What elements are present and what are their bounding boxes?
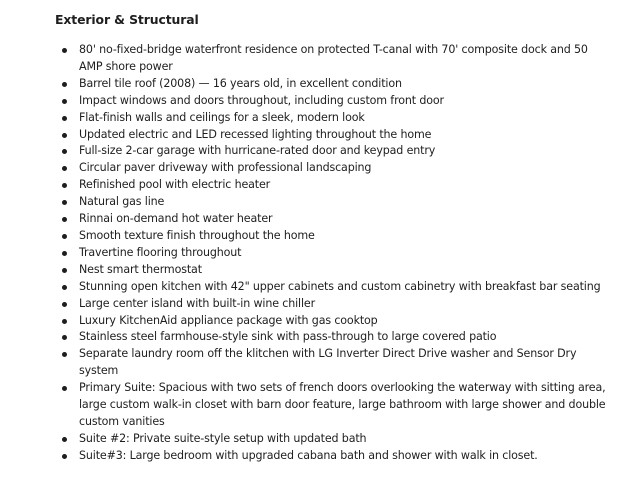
bullet-icon bbox=[62, 166, 67, 171]
list-item-text: Circular paver driveway with professional landscaping bbox=[79, 161, 372, 175]
bullet-icon bbox=[62, 251, 67, 256]
feature-list bbox=[79, 42, 609, 465]
list-item-text: Large center island with built-in wine chiller bbox=[79, 296, 315, 310]
list-item-text: 80' no-fixed-bridge waterfront residence on protected T-canal with 70' composite dock and 50 AMP shore power bbox=[79, 43, 588, 73]
list-item-text: Stunning open kitchen with 42" upper cabinets and custom cabinetry with breakfast bar seating bbox=[79, 279, 601, 293]
list-item bbox=[79, 42, 609, 76]
list-item bbox=[79, 93, 609, 110]
list-item bbox=[79, 329, 609, 346]
list-item-text: Impact windows and doors throughout, including custom front door bbox=[79, 93, 444, 107]
list-item-text: Barrel tile roof (2008) — 16 years old, in excellent condition bbox=[79, 76, 402, 90]
bullet-icon bbox=[62, 437, 67, 442]
list-item-text: Refinished pool with electric heater bbox=[79, 178, 271, 192]
list-item bbox=[79, 431, 609, 448]
list-item-text: Primary Suite: Spacious with two sets of french doors overlooking the waterway with sitting area, large custom walk-in closet with barn door feature, large bathroom with large shower and double custom vanities bbox=[79, 381, 606, 428]
list-item bbox=[79, 76, 609, 93]
list-item-text: Separate laundry room off the klitchen with LG Inverter Direct Drive washer and Sensor Dry system bbox=[79, 347, 577, 378]
bullet-icon bbox=[62, 335, 67, 340]
list-item-text: Updated electric and LED recessed lighting throughout the home bbox=[79, 127, 432, 141]
list-item bbox=[79, 279, 609, 296]
list-item bbox=[79, 110, 609, 127]
list-item-text: Suite#3: Large bedroom with upgraded cabana bath and shower with walk in closet. bbox=[79, 448, 538, 462]
list-item bbox=[79, 194, 609, 211]
list-item bbox=[79, 346, 609, 380]
list-item bbox=[79, 160, 609, 177]
bullet-icon bbox=[62, 48, 67, 53]
bullet-icon bbox=[62, 234, 67, 239]
list-item bbox=[79, 211, 609, 228]
list-item-text: Nest smart thermostat bbox=[79, 262, 202, 276]
list-item-text: Suite #2: Private suite-style setup with updated bath bbox=[79, 431, 367, 445]
bullet-icon bbox=[62, 386, 67, 391]
list-item bbox=[79, 296, 609, 313]
list-item-text: Full-size 2-car garage with hurricane-rated door and keypad entry bbox=[79, 144, 436, 158]
list-item-text: Natural gas line bbox=[79, 195, 165, 209]
list-item bbox=[79, 380, 609, 431]
bullet-icon bbox=[62, 200, 67, 205]
list-item bbox=[79, 313, 609, 330]
section-heading: Exterior & Structural bbox=[55, 12, 199, 27]
list-item-text: Smooth texture finish throughout the home bbox=[79, 228, 315, 242]
bullet-icon bbox=[62, 268, 67, 273]
list-item-text: Travertine flooring throughout bbox=[79, 245, 242, 259]
list-item bbox=[79, 228, 609, 245]
list-item-text: Luxury KitchenAid appliance package with gas cooktop bbox=[79, 313, 378, 327]
bullet-icon bbox=[62, 352, 67, 357]
bullet-icon bbox=[62, 149, 67, 154]
bullet-icon bbox=[62, 133, 67, 138]
bullet-icon bbox=[62, 454, 67, 459]
list-item bbox=[79, 245, 609, 262]
bullet-icon bbox=[62, 217, 67, 222]
bullet-icon bbox=[62, 302, 67, 307]
list-item-text: Rinnai on-demand hot water heater bbox=[79, 212, 273, 226]
bullet-icon bbox=[62, 285, 67, 290]
list-item bbox=[79, 127, 609, 144]
list-item bbox=[79, 177, 609, 194]
bullet-icon bbox=[62, 82, 67, 87]
list-item-text: Flat-finish walls and ceilings for a sleek, modern look bbox=[79, 110, 365, 124]
bullet-icon bbox=[62, 319, 67, 324]
list-item bbox=[79, 143, 609, 160]
list-item bbox=[79, 262, 609, 279]
list-item bbox=[79, 448, 609, 465]
bullet-icon bbox=[62, 116, 67, 121]
bullet-icon bbox=[62, 183, 67, 188]
list-item-text: Stainless steel farmhouse-style sink with pass-through to large covered patio bbox=[79, 330, 497, 344]
bullet-icon bbox=[62, 99, 67, 104]
